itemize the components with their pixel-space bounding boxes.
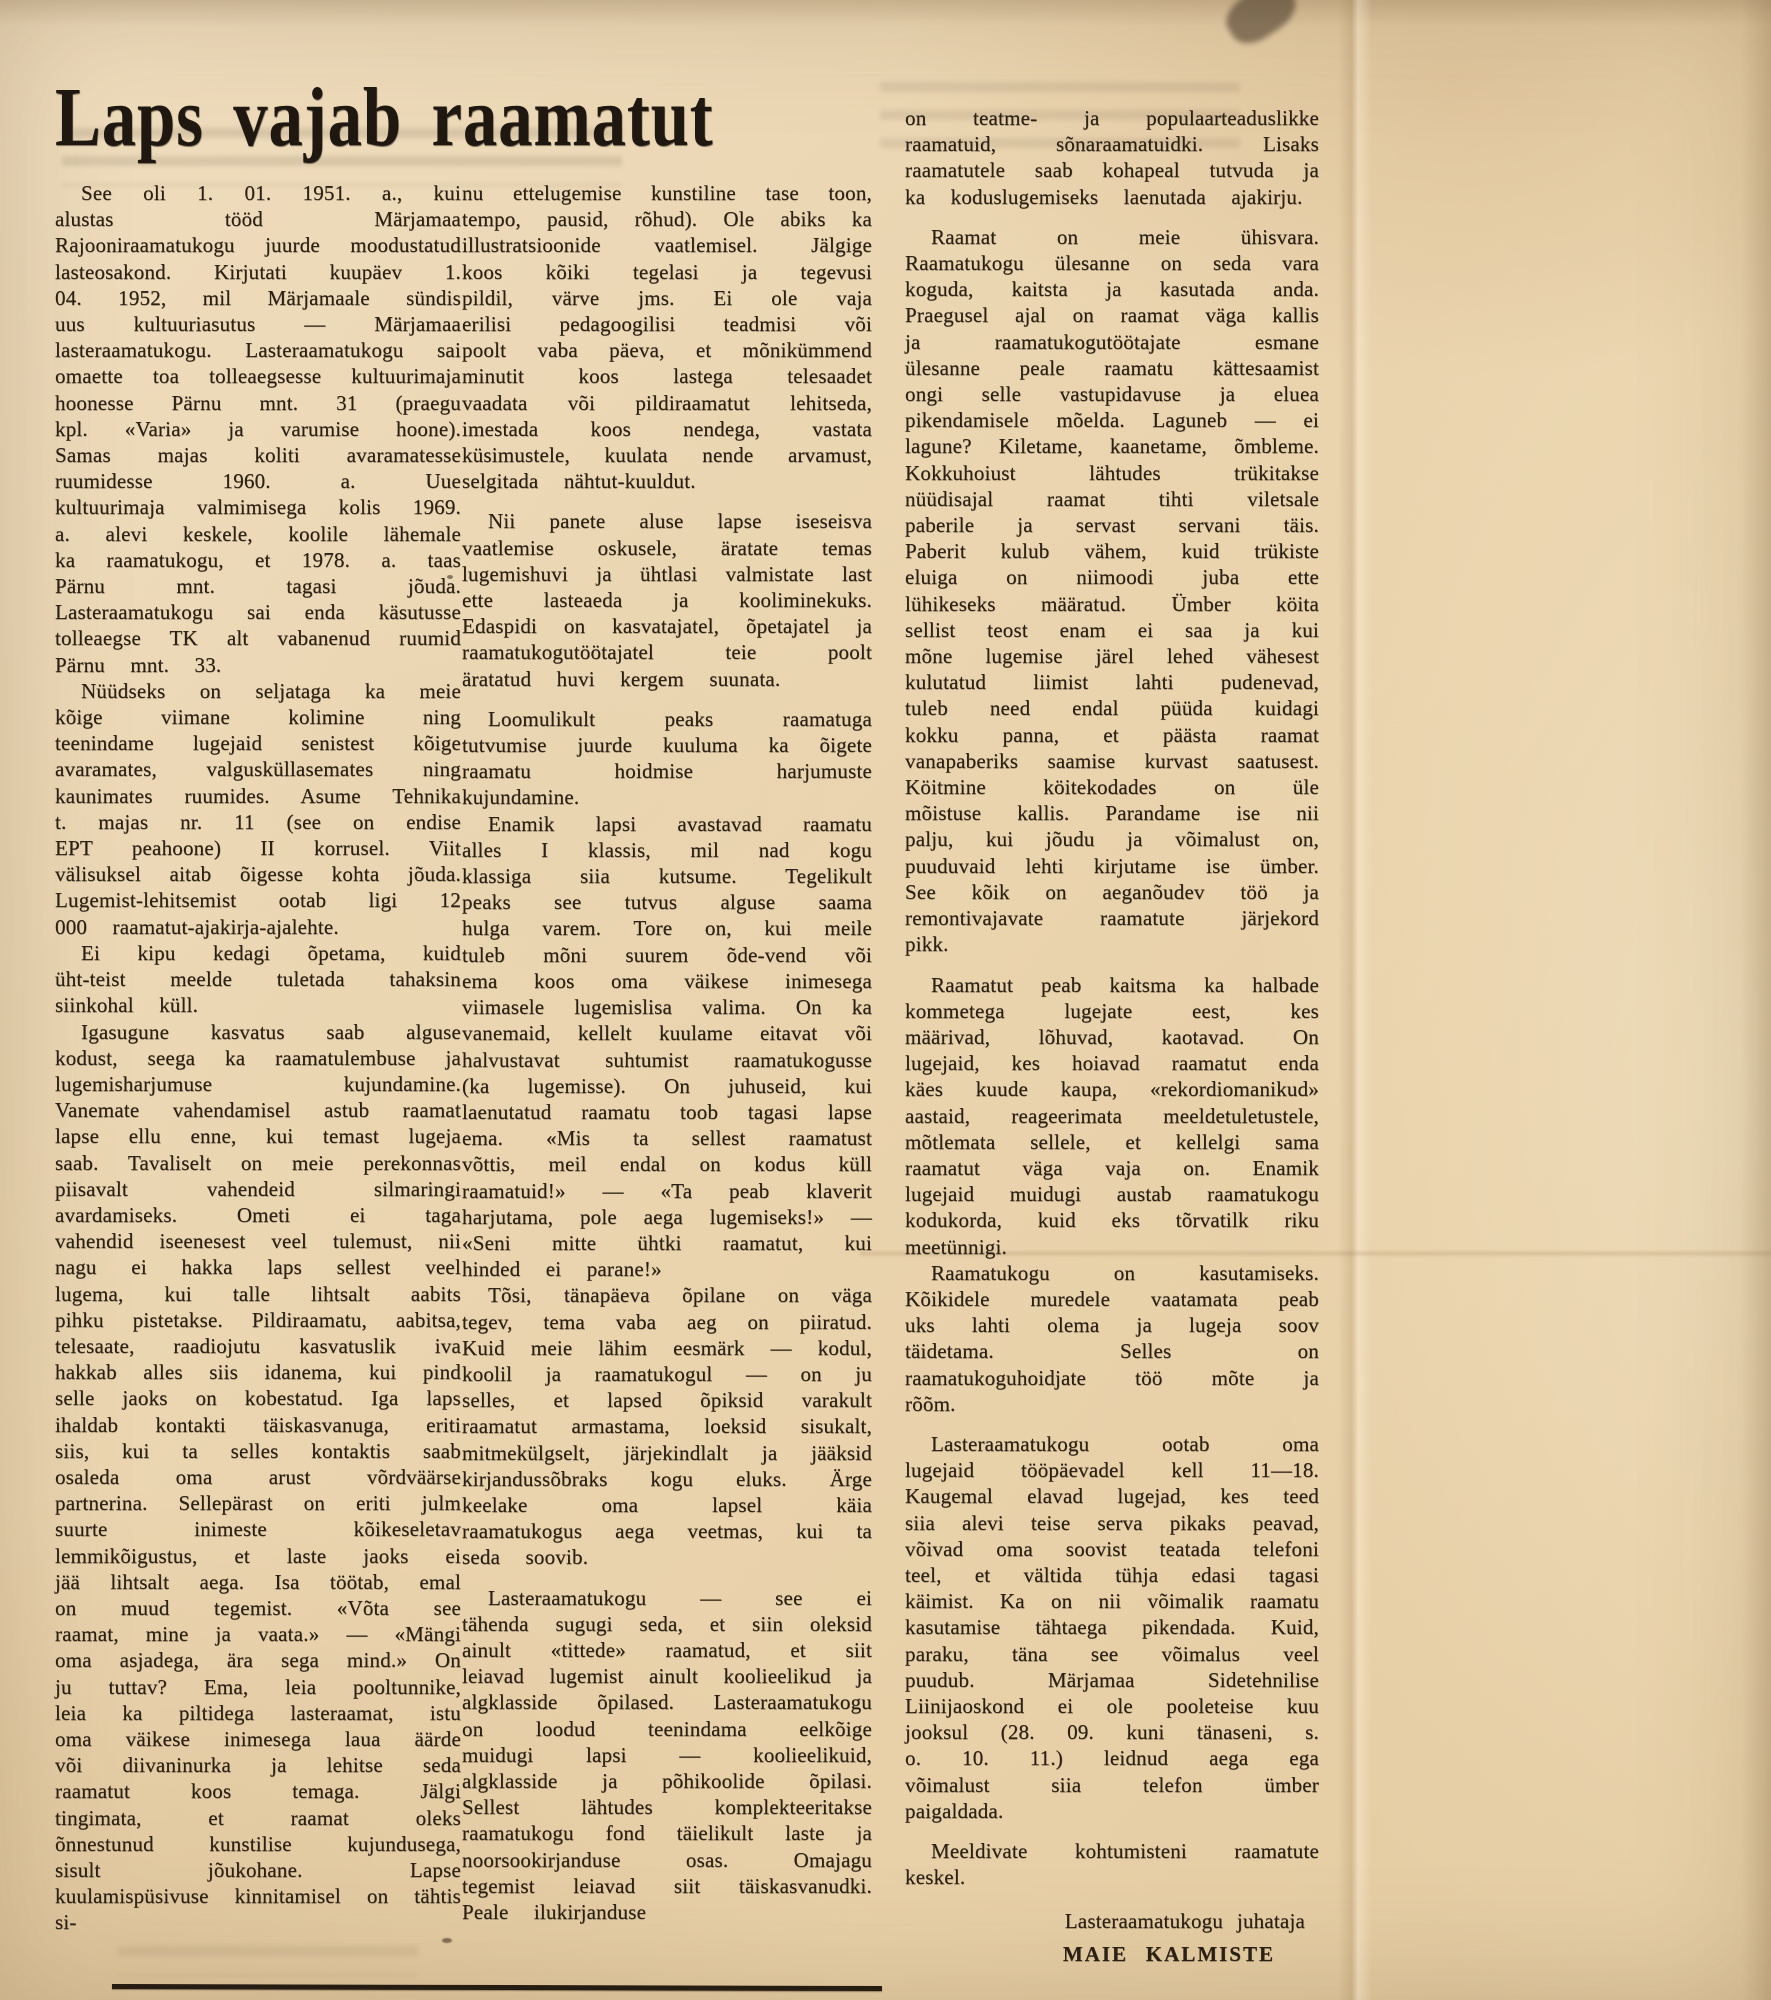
paragraph: Raamat on meie ühisvara. Raamatukogu ülesanne on seda vara koguda, kaitsta ja kasutada anda. Praegusel ajal on raamat väga kallis ja raamatukogutöötajate esmane ülesanne peale raamatu kättesaamist ongi selle vastupidavuse ja eluea pikendamisele mõelda. Laguneb — ei lagune? Kiletame, kaanetame, õmbleme. Kokkuhoiust lähtudes trükitakse nüüdisajal raamat tihti viletsale paberile ja servast servani täis. Paberit kulub vähem, kuid trükiste eluiga on niimoodi juba ette lühikeseks määratud. Ümber köita sellist teost enam ei saa ja kui mõne lugemise järel lehed vähesest kulutatud liimist lahti pudenevad, tuleb need endal püüda kuidagi kokku panna, et päästa raamat vanapaberiks saamise kurvast saatusest. Köitmine köitekodades on üle mõistuse kallis. Parandame ise nii palju, kui jõudu ja võimalust on, puuduvaid lehti kirjutame ise ümber. See kõik on aeganõudev töö ja remontivajavate raamatute järjekord pikk. — [905, 224, 1319, 957]
signature-role: Lasteraamatukogu juhataja — [1064, 1909, 1305, 1934]
scan-bottom-rule — [112, 1984, 882, 1991]
paragraph: Raamatukogu on kasutamiseks. Kõikidele muredele vaatamata peab uks lahti olema ja lugeja soov täidetama. Selles on raamatukoguhoidjate töö mõte ja rõõm. — [905, 1260, 1319, 1416]
article-column-1 — [55, 180, 461, 1936]
paragraph: Meeldivate kohtumisteni raamatute keskel. — [905, 1839, 1319, 1890]
paragraph: nu ettelugemise kunstiline tase toon, tempo, pausid, rõhud). Ole abiks ka illustratsioonide vaatlemisel. Jälgige koos kõiki tegelasi ja tegevusi pildil, värve jms. Ei ole vaja erilisi pedagoogilisi teadmisi või poolt vaba päeva, et mõnikümmend minutit koos lastega telesaadet vaadata või pildiraamatut lehitseda, imestada koos nendega, vastata küsimustele, kuulata nende arvamust, selgitada nähtut-kuuldut. — [462, 181, 872, 494]
article-column-2 — [462, 180, 872, 1925]
ink-speck — [442, 1938, 452, 1943]
corner-crease-mark — [1218, 0, 1303, 52]
paragraph: Nüüdseks on seljataga ka meie kõige viimane kolimine ning teenindame lugejaid senistest kõige avaramates, valgusküllasemates ning kaunimates ruumides. Asume Tehnika t. majas nr. 11 (see on endise EPT peahoone) II korrusel. Viit välisuksel aitab õigesse kohta jõuda. Lugemist-lehitsemist ootab ligi 12 000 raamatut-ajakirja-ajalehte. — [55, 678, 461, 939]
paragraph: Tõsi, tänapäeva õpilane on väga tegev, tema vaba aeg on piiratud. Kuid meie lähim eesmärk — kodul, koolil ja raamatukogul — on ju selles, et lapsed õpiksid varakult raamatut armastama, loeksid sisukalt, mitmekülgselt, järjekindlalt ja jääksid kirjandussõbraks kogu eluks. Ärge keelake oma lapsel käia raamatukogus aega veetmas, kui ta seda soovib. — [462, 1283, 872, 1570]
paragraph: Lasteraamatukogu — see ei tähenda sugugi seda, et siin oleksid ainult «tittede» raamatud, et siit leiavad lugemist ainult koolieelikud ja algklasside õpilased. Lasteraamatukogu on loodud teenindama eelkõige muidugi lapsi — koolieelikuid, algklasside ja põhikoolide õpilasi. Sellest lähtudes komplekteeritakse raamatukogu fond täielikult laste ja noorsookirjanduse osas. Omajagu tegemist leiavad siit täiskasvanudki. Peale ilukirjanduse — [462, 1585, 872, 1924]
signature-block — [905, 1908, 1319, 1966]
article-column-3 — [905, 105, 1319, 1967]
scan-edge-shadow-top — [0, 0, 1771, 26]
paragraph: Igasugune kasvatus saab alguse kodust, seega ka raamatulembuse ja lugemisharjumuse kujundamine. Vanemate vahendamisel astub raamat lapse ellu enne, kui temast lugeja saab. Tavaliselt on meie perekonnas piisavalt vahendeid silmaringi avardamiseks. Ometi ei taga vahendid iseenesest veel tulemust, nii nagu ei hakka laps sellest veel lugema, kui talle lihtsalt aabits pihku pistetakse. Pildiraamatu, aabitsa, telesaate, raadiojutu kasvatuslik iva hakkab alles siis idanema, kui pind selle jaoks on kobestatud. Iga laps ihaldab kontakti täiskasvanuga, eriti siis, kui ta selles kontaktis saab osaleda oma arust võrdväärse partnerina. Sellepärast on eriti julm suurte inimeste kõikeseletav lemmikõigustus, et laste jaoks ei jää lihtsalt aega. Isa töötab, emal on muud tegemist. «Võta see raamat, mine ja vaata.» — «Mängi oma asjadega, ära sega mind.» On ju tuttav? Ema, leia pooltunnike, leia ka piltidega lasteraamat, istu oma väikese inimesega laua äärde või diivaninurka ja lehitse seda raamatut koos temaga. Jälgi tingimata, et raamat oleks õnnestunud kunstilise kujundusega, sisult jõukohane. Lapse kuulamispüsivuse kinnitamisel on tähtis si- — [55, 1019, 461, 1935]
paper-fold-crease — [1338, 0, 1372, 2000]
paragraph: on teatme- ja populaarteaduslikke raamatuid, sõnaraamatuidki. Lisaks raamatutele saab kohapeal tutvuda ja ka koduslugemiseks laenutada ajakirju. — [905, 106, 1319, 209]
paragraph: See oli 1. 01. 1951. a., kui alustas tööd Märjamaa Rajooniraamatukogu juurde moodustatud lasteosakond. Kirjutati kuupäev 1. 04. 1952, mil Märjamaale sündis uus kultuuriasutus — Märjamaa lasteraamatukogu. Lasteraamatukogu sai omaette toa tolleaegsesse kultuurimaja hoonesse Pärnu mnt. 31 (praegu kpl. «Varia» ja varumise hoone). Samas majas koliti avaramatesse ruumidesse 1960. a. Uue kultuurimaja valmimisega kolis 1969. a. alevi keskele, koolile lähemale ka raamatukogu, et 1978. a. taas Pärnu mnt. tagasi jõuda. Lasteraamatukogu sai enda käsutusse tolleaegse TK alt vabanenud ruumid Pärnu mnt. 33. — [55, 181, 461, 677]
article-title: Laps vajab raamatut — [55, 71, 714, 164]
signature-name: MAIE KALMISTE — [1062, 1941, 1275, 1966]
paragraph: Loomulikult peaks raamatuga tutvumise juurde kuuluma ka õigete raamatu hoidmise harjumuste kujundamine. — [462, 706, 872, 810]
ink-bleed-artifact — [118, 1946, 418, 1976]
scan-edge-shadow-right — [1741, 0, 1771, 2000]
paragraph: Ei kipu kedagi õpetama, kuid üht-teist meelde tuletada tahaksin siinkohal küll. — [55, 940, 461, 1018]
paragraph: Nii panete aluse lapse iseseisva vaatlemise oskusele, äratate temas lugemishuvi ja ühtlasi valmistate last ette lasteaeda ja kooliminekuks. Edaspidi on kasvatajatel, õpetajatel ja raamatukogutöötajatel teie poolt äratatud huvi kergem suunata. — [462, 509, 872, 691]
paragraph: Lasteraamatukogu ootab oma lugejaid tööpäevadel kell 11—18. Kaugemal elavad lugejad, kes teed siia alevi teise serva pikaks peavad, võivad oma soovist teatada telefoni teel, et vältida tühja edasi tagasi käimist. Ka on nii võimalik raamatu kasutamise tähtaega pikendada. Kuid, paraku, täna see võimalus veel puudub. Märjamaa Sidetehnilise Liinijaoskond ei ole pooleteise kuu jooksul (28. 09. kuni tänaseni, s. o. 10. 11.) leidnud aega ega võimalust siia telefon ümber paigaldada. — [905, 1431, 1319, 1823]
paragraph: Enamik lapsi avastavad raamatu alles I klassis, mil nad kogu klassiga siia kutsume. Tegelikult peaks see tutvus alguse saama hulga varem. Tore on, kui meile tuleb mõni suurem õde-vend või ema koos oma väikese inimesega viimasele lugemislisa valima. On ka vanemaid, kellelt kuulame eitavat või halvustavat suhtumist raamatukogusse (ka lugemisse). On juhuseid, kui laenutatud raamatu toob tagasi lapse ema. «Mis ta sellest raamatust võttis, meil endal on kodus küll raamatuid!» — «Ta peab klaverit harjutama, pole aega lugemiseks!» — «Seni mitte ühtki raamatut, kui hinded ei parane!» — [462, 811, 872, 1282]
paragraph: Raamatut peab kaitsma ka halbade kommetega lugejate eest, kes määrivad, lõhuvad, kaotavad. On lugejaid, kes hoiavad raamatut enda käes kuude kaupa, «rekordiomanikud» aastaid, reageerimata meeldetuletustele, mõtlemata sellele, et kellelgi sama raamatut väga vaja on. Enamik lugejaid muidugi austab raamatukogu kodukorda, kuid eks tõrvatilk riku meetünnigi. — [905, 972, 1319, 1259]
